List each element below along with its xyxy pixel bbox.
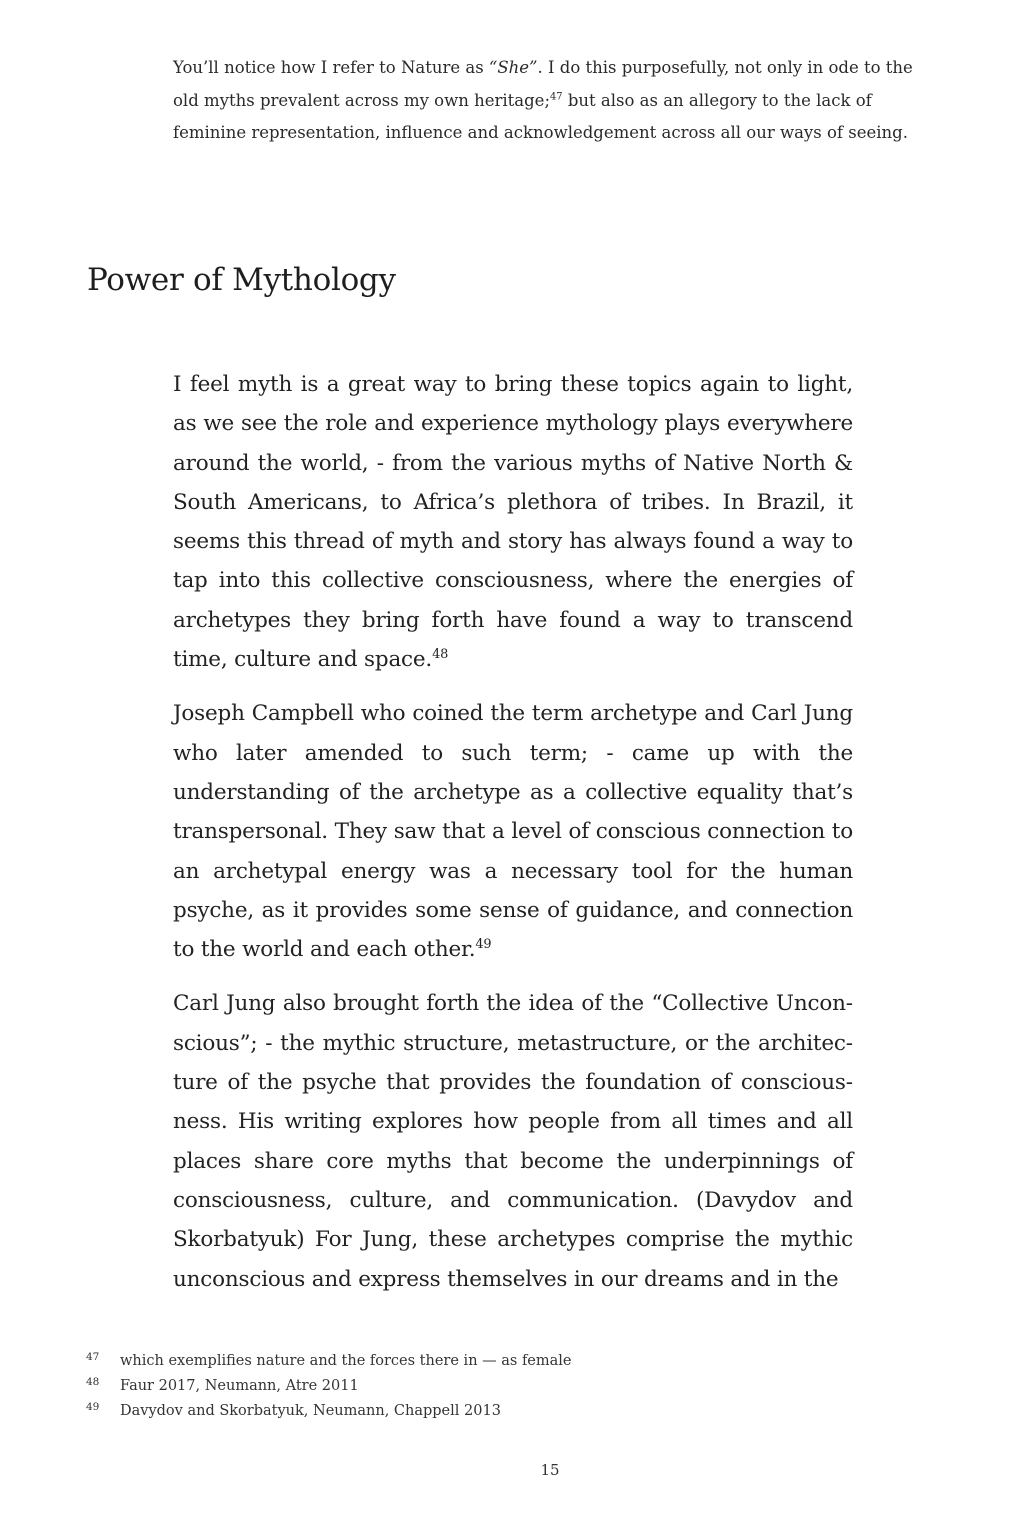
paragraph-text: Carl Jung also brought forth the idea of the “Collective Unconscious”; - the mythic structure, metastructure, or the architecture of the psyche that provides the foundation of consciousness. His writing explores how people from all times and all places share core myths that become the underpinnings of consciousness, culture, and communication. (Davydov and Skorbatyuk) For Jung, these archetypes comprise the mythic unconscious and express themselves in our dreams and in the (173, 991, 853, 1292)
paragraph-text: I feel myth is a great way to bring these topics again to light, as we see the role and experience mythology plays everywhere around the world, - from the various myths of Native North & South Americans, to Africa’s plethora of tribes. In Brazil, it seems this thread of myth and story has always found a way to tap into this collective consciousness, where the energies of archetypes they bring forth have found a way to transcend time, culture and space. (173, 372, 853, 673)
footnote-number: 47 (86, 1351, 100, 1363)
body-paragraph-3 (173, 984, 853, 1298)
footnote-47 (86, 1349, 946, 1374)
intro-she-quote: “She” (488, 58, 538, 77)
body-paragraph-2 (173, 694, 853, 969)
footnotes (86, 1349, 946, 1424)
body-text (173, 365, 853, 1314)
footnote-number: 49 (86, 1401, 100, 1413)
footnote-ref-49[interactable]: 49 (475, 937, 492, 952)
body-paragraph-1 (173, 365, 853, 679)
footnote-text: which exemplifies nature and the forces there in — as female (120, 1353, 572, 1369)
footnote-ref-48[interactable]: 48 (432, 646, 449, 662)
footnote-48 (86, 1374, 946, 1399)
footnote-49 (86, 1399, 946, 1424)
paragraph-text: Joseph Campbell who coined the term archetype and Carl Jung who later amended to such term; - came up with the understanding of the archetype as a collective equality that’s transpersonal. They saw that a level of conscious connection to an archetypal energy was a necessary tool for the human psyche, as it provides some sense of guidance, and connection to the world and each other. (173, 701, 853, 963)
footnote-text: Faur 2017, Neumann, Atre 2011 (120, 1378, 359, 1394)
intro-paragraph (173, 52, 918, 150)
footnote-text: Davydov and Skorbatyuk, Neumann, Chappell 2013 (120, 1403, 501, 1419)
intro-text-middle: . I do this purposefully, not only in ode to the old myths prevalent across my own heritage; (173, 58, 913, 110)
footnote-number: 48 (86, 1376, 100, 1388)
intro-text-start: You’ll notice how I refer to Nature as (173, 58, 489, 77)
intro-text-end: but also as an allegory to the lack of feminine representation, influence and acknowledgement across all our ways of seeing. (173, 90, 908, 142)
page-number: 15 (540, 1461, 560, 1479)
footnote-ref-47[interactable]: 47 (550, 91, 563, 102)
section-heading: Power of Mythology (87, 262, 396, 298)
